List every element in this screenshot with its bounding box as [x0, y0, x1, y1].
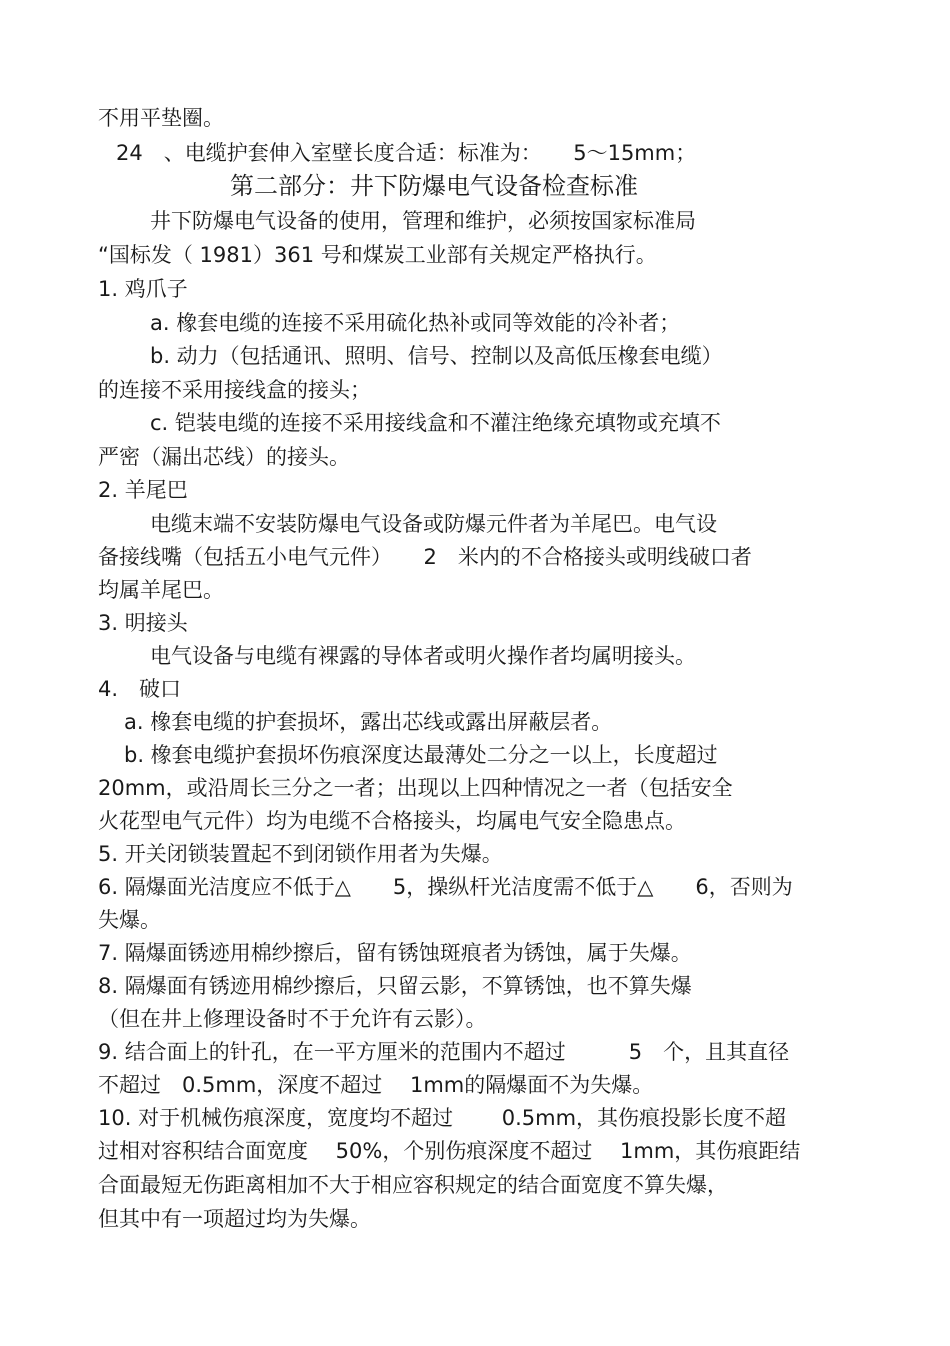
text-line: （但在井上修理设备时不于允许有云影）。	[98, 1007, 487, 1031]
text-line: 6. 隔爆面光洁度应不低于△ 5，操纵杆光洁度需不低于△ 6，否则为	[98, 875, 793, 899]
text-line: 24 、电缆护套伸入室壁长度合适：标准为： 5～15mm；	[116, 141, 697, 165]
text-line: 井下防爆电气设备的使用，管理和维护，必须按国家标准局	[150, 209, 696, 233]
text-line: 火花型电气元件）均为电缆不合格接头，均属电气安全隐患点。	[98, 809, 686, 833]
text-line: “国标发（ 1981）361 号和煤炭工业部有关规定严格执行。	[98, 243, 657, 267]
list-heading: 1. 鸡爪子	[98, 277, 188, 301]
text-line: 5. 开关闭锁装置起不到闭锁作用者为失爆。	[98, 842, 503, 866]
text-line: 电气设备与电缆有裸露的导体者或明火操作者均属明接头。	[150, 644, 696, 668]
text-line: 严密（漏出芯线）的接头。	[98, 445, 350, 469]
text-line: 7. 隔爆面锈迹用棉纱擦后，留有锈蚀斑痕者为锈蚀，属于失爆。	[98, 941, 692, 965]
text-line: 10. 对于机械伤痕深度，宽度均不超过 0.5mm，其伤痕投影长度不超	[98, 1106, 787, 1130]
text-line: 过相对容积结合面宽度 50%，个别伤痕深度不超过 1mm，其伤痕距结	[98, 1139, 801, 1163]
text-line: 的连接不采用接线盒的接头；	[98, 378, 371, 402]
text-line: 但其中有一项超过均为失爆。	[98, 1207, 371, 1231]
text-line: 失爆。	[98, 908, 161, 932]
list-heading: 3. 明接头	[98, 611, 188, 635]
text-line: 备接线嘴（包括五小电气元件） 2 米内的不合格接头或明线破口者	[98, 545, 752, 569]
text-line: 8. 隔爆面有锈迹用棉纱擦后，只留云影，不算锈蚀，也不算失爆	[98, 974, 692, 998]
text-line: b. 橡套电缆护套损坏伤痕深度达最薄处二分之一以上，长度超过	[124, 743, 718, 767]
text-line: b. 动力（包括通讯、照明、信号、控制以及高低压橡套电缆）	[150, 344, 723, 368]
text-line: 不超过 0.5mm，深度不超过 1mm的隔爆面不为失爆。	[98, 1073, 654, 1097]
text-line: a. 橡套电缆的护套损坏，露出芯线或露出屏蔽层者。	[124, 710, 613, 734]
text-line: 20mm，或沿周长三分之一者；出现以上四种情况之一者（包括安全	[98, 776, 733, 800]
list-heading: 2. 羊尾巴	[98, 478, 188, 502]
text-line: 均属羊尾巴。	[98, 578, 224, 602]
text-line: 9. 结合面上的针孔，在一平方厘米的范围内不超过 5 个，且其直径	[98, 1040, 790, 1064]
text-line: 合面最短无伤距离相加不大于相应容积规定的结合面宽度不算失爆，	[98, 1173, 728, 1197]
text-line: 电缆末端不安装防爆电气设备或防爆元件者为羊尾巴。电气设	[150, 512, 717, 536]
list-heading: 4. 破口	[98, 677, 182, 701]
text-line: 不用平垫圈。	[98, 106, 224, 130]
text-line: a. 橡套电缆的连接不采用硫化热补或同等效能的冷补者；	[150, 311, 681, 335]
text-line: c. 铠装电缆的连接不采用接线盒和不灌注绝缘充填物或充填不	[150, 411, 721, 435]
section-title: 第二部分：井下防爆电气设备检查标准	[230, 172, 638, 200]
